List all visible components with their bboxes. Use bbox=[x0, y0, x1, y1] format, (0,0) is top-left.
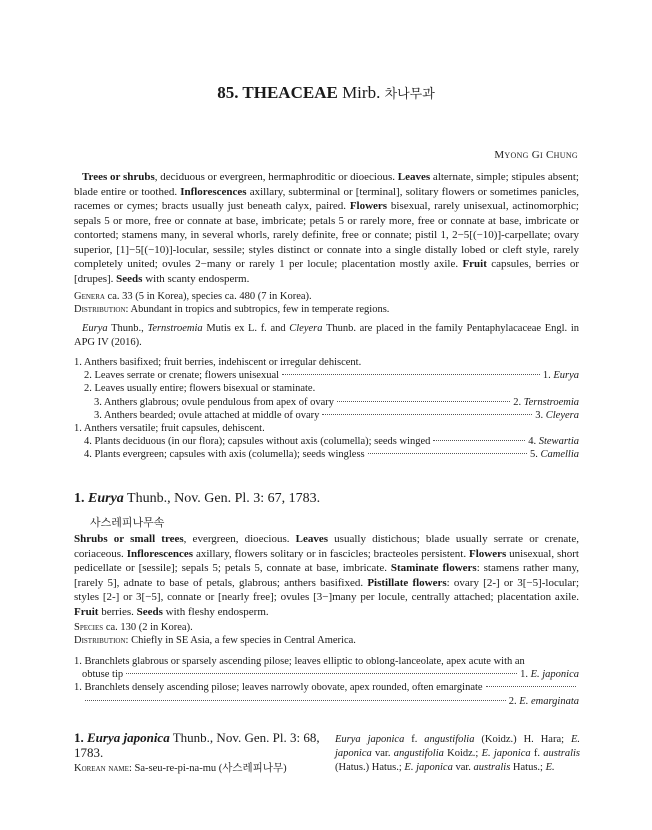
family-key bbox=[74, 356, 579, 462]
family-author: Mirb. bbox=[342, 83, 381, 102]
genus-citation: Thunb., Nov. Gen. Pl. 3: 67, 1783. bbox=[123, 491, 321, 506]
family-description: Trees or shrubs, deciduous or evergreen, hermaphroditic or dioecious. Leaves alternate, simple; stipules absent; blade entire or toothed. Inflorescences axillary, subterminal or [terminal], solitary flowers or sometimes panicles, racemes or cymes; bracts usually just beneath calyx, paired. Flowers bisexual, rarely unisexual, actinomorphic; sepals 5 or more, free or connate at base, imbricate; petals 5 or rarely more, free or connate at base, imbricate or contorted; stamens many, in several whorls, rarely definite, free or connate; pistil 1, 2−5[(−10)]-carpellate; ovary superior, [1]−5[(−10)]-locular, sessile; styles distinct or connate into a single distally lobed or cleft style, rarely completely united; ovules 2−many or rarely 1 per locule; placentation mostly axile. Fruit capsules, berries or [drupes]. Seeds with scanty endosperm. bbox=[74, 171, 580, 285]
genus-distribution-label: Distribution bbox=[74, 635, 126, 646]
genus-species-count bbox=[74, 621, 579, 635]
species-citation: Thunb., Nov. Gen. Pl. 3: 68, 1783. bbox=[74, 730, 320, 760]
korean-name-label: Korean name bbox=[74, 763, 129, 774]
distribution-text: : Abundant in tropics and subtropics, few in temperate regions. bbox=[125, 304, 390, 315]
korean-name-value: : Sa-seu-re-pi-na-mu (사스레피나무) bbox=[128, 763, 287, 774]
genus-heading bbox=[74, 491, 320, 507]
author-byline: Myong Gi Chung bbox=[494, 149, 578, 161]
distribution-label: Distribution bbox=[74, 304, 126, 315]
family-key-line: 2. Leaves serrate or crenate; flowers unisexual 1. Eurya bbox=[84, 370, 579, 382]
genera-text: ca. 33 (5 in Korea), species ca. 480 (7 in Korea). bbox=[104, 291, 312, 302]
species-name: Eurya japonica bbox=[87, 730, 170, 745]
species-heading bbox=[74, 730, 324, 760]
family-korean-name: 차나무과 bbox=[384, 87, 435, 102]
genus-key bbox=[74, 655, 579, 708]
family-key-line: 4. Plants evergreen; capsules with axis (columella); seeds wingless 5. Camellia bbox=[84, 449, 579, 461]
species-korean-name bbox=[74, 760, 287, 775]
family-key-line: 1. Anthers versatile; fruit capsules, dehiscent. bbox=[74, 422, 265, 434]
genus-korean-name: 사스레피나무속 bbox=[90, 516, 165, 529]
family-note: Eurya Thunb., Ternstroemia Mutis ex L. f. and Cleyera Thunb. are placed in the family Pentaphylacaceae Engl. in APG IV (2016). bbox=[74, 323, 579, 348]
genus-key-line: obtuse tip 1. E. japonica bbox=[82, 669, 579, 681]
genus-name: Eurya bbox=[88, 491, 124, 506]
species-label: Species bbox=[74, 622, 104, 633]
family-genera-count bbox=[74, 290, 579, 304]
species-number: 1. bbox=[74, 730, 84, 745]
genera-label: Genera bbox=[74, 291, 105, 302]
family-key-line: 3. Anthers glabrous; ovule pendulous from apex of ovary 2. Ternstroemia bbox=[94, 396, 579, 408]
genus-number: 1. bbox=[74, 491, 85, 506]
synonym-list: Eurya japonica f. angustifolia (Koidz.) H. Hara; E. japonica var. angustifolia Koidz.; E. japonica f. australis (Hatus.) Hatus.; E. japonica var. australis Hatus.; E. bbox=[335, 734, 581, 773]
family-number-name: 85. THEACEAE bbox=[217, 83, 338, 102]
genus-description: Shrubs or small trees, evergreen, dioecious. Leaves usually distichous; blade usually serrate or crenate, coriaceous. Inflorescences axillary, flowers solitary or in fascicles; bracteoles persistent. Flowers unisexual, short pedicellate or [sessile]; sepals 5; petals 5, connate at base, imbricate. Staminate flowers: stamens rather many, [rarely 5], adnate to base of petals, glabrous; anthers basifixed. Pistillate flowers: ovary [2-] or 3[−5]-locular; styles [2-] or 3[−5], connate or [nearly free]; ovules [3−]many per locule, centrally attached; placentation axile. Fruit berries. Seeds with fleshy endosperm. bbox=[74, 533, 580, 618]
family-title bbox=[0, 83, 652, 103]
family-key-line: 2. Leaves usually entire; flowers bisexual or staminate. bbox=[84, 383, 316, 395]
family-key-line: 3. Anthers bearded; ovule attached at middle of ovary 3. Cleyera bbox=[94, 409, 579, 421]
genus-key-line: 1. Branchlets glabrous or sparsely ascending pilose; leaves elliptic to oblong-lanceolate, apex acute with an bbox=[74, 656, 525, 667]
genus-key-line: 1. Branchlets densely ascending pilose; leaves narrowly obovate, apex rounded, often emarginate bbox=[74, 681, 579, 694]
species-text: ca. 130 (2 in Korea). bbox=[103, 622, 193, 633]
genus-distribution bbox=[74, 634, 579, 648]
family-key-line: 4. Plants deciduous (in our flora); capsules without axis (columella); seeds winged 4. Stewartia bbox=[84, 436, 579, 448]
family-distribution bbox=[74, 303, 579, 317]
genus-distribution-text: : Chiefly in SE Asia, a few species in Central America. bbox=[125, 635, 356, 646]
family-key-line: 1. Anthers basifixed; fruit berries, indehiscent or irregular dehiscent. bbox=[74, 357, 362, 368]
genus-key-line: 2. E. emarginata bbox=[74, 695, 579, 708]
